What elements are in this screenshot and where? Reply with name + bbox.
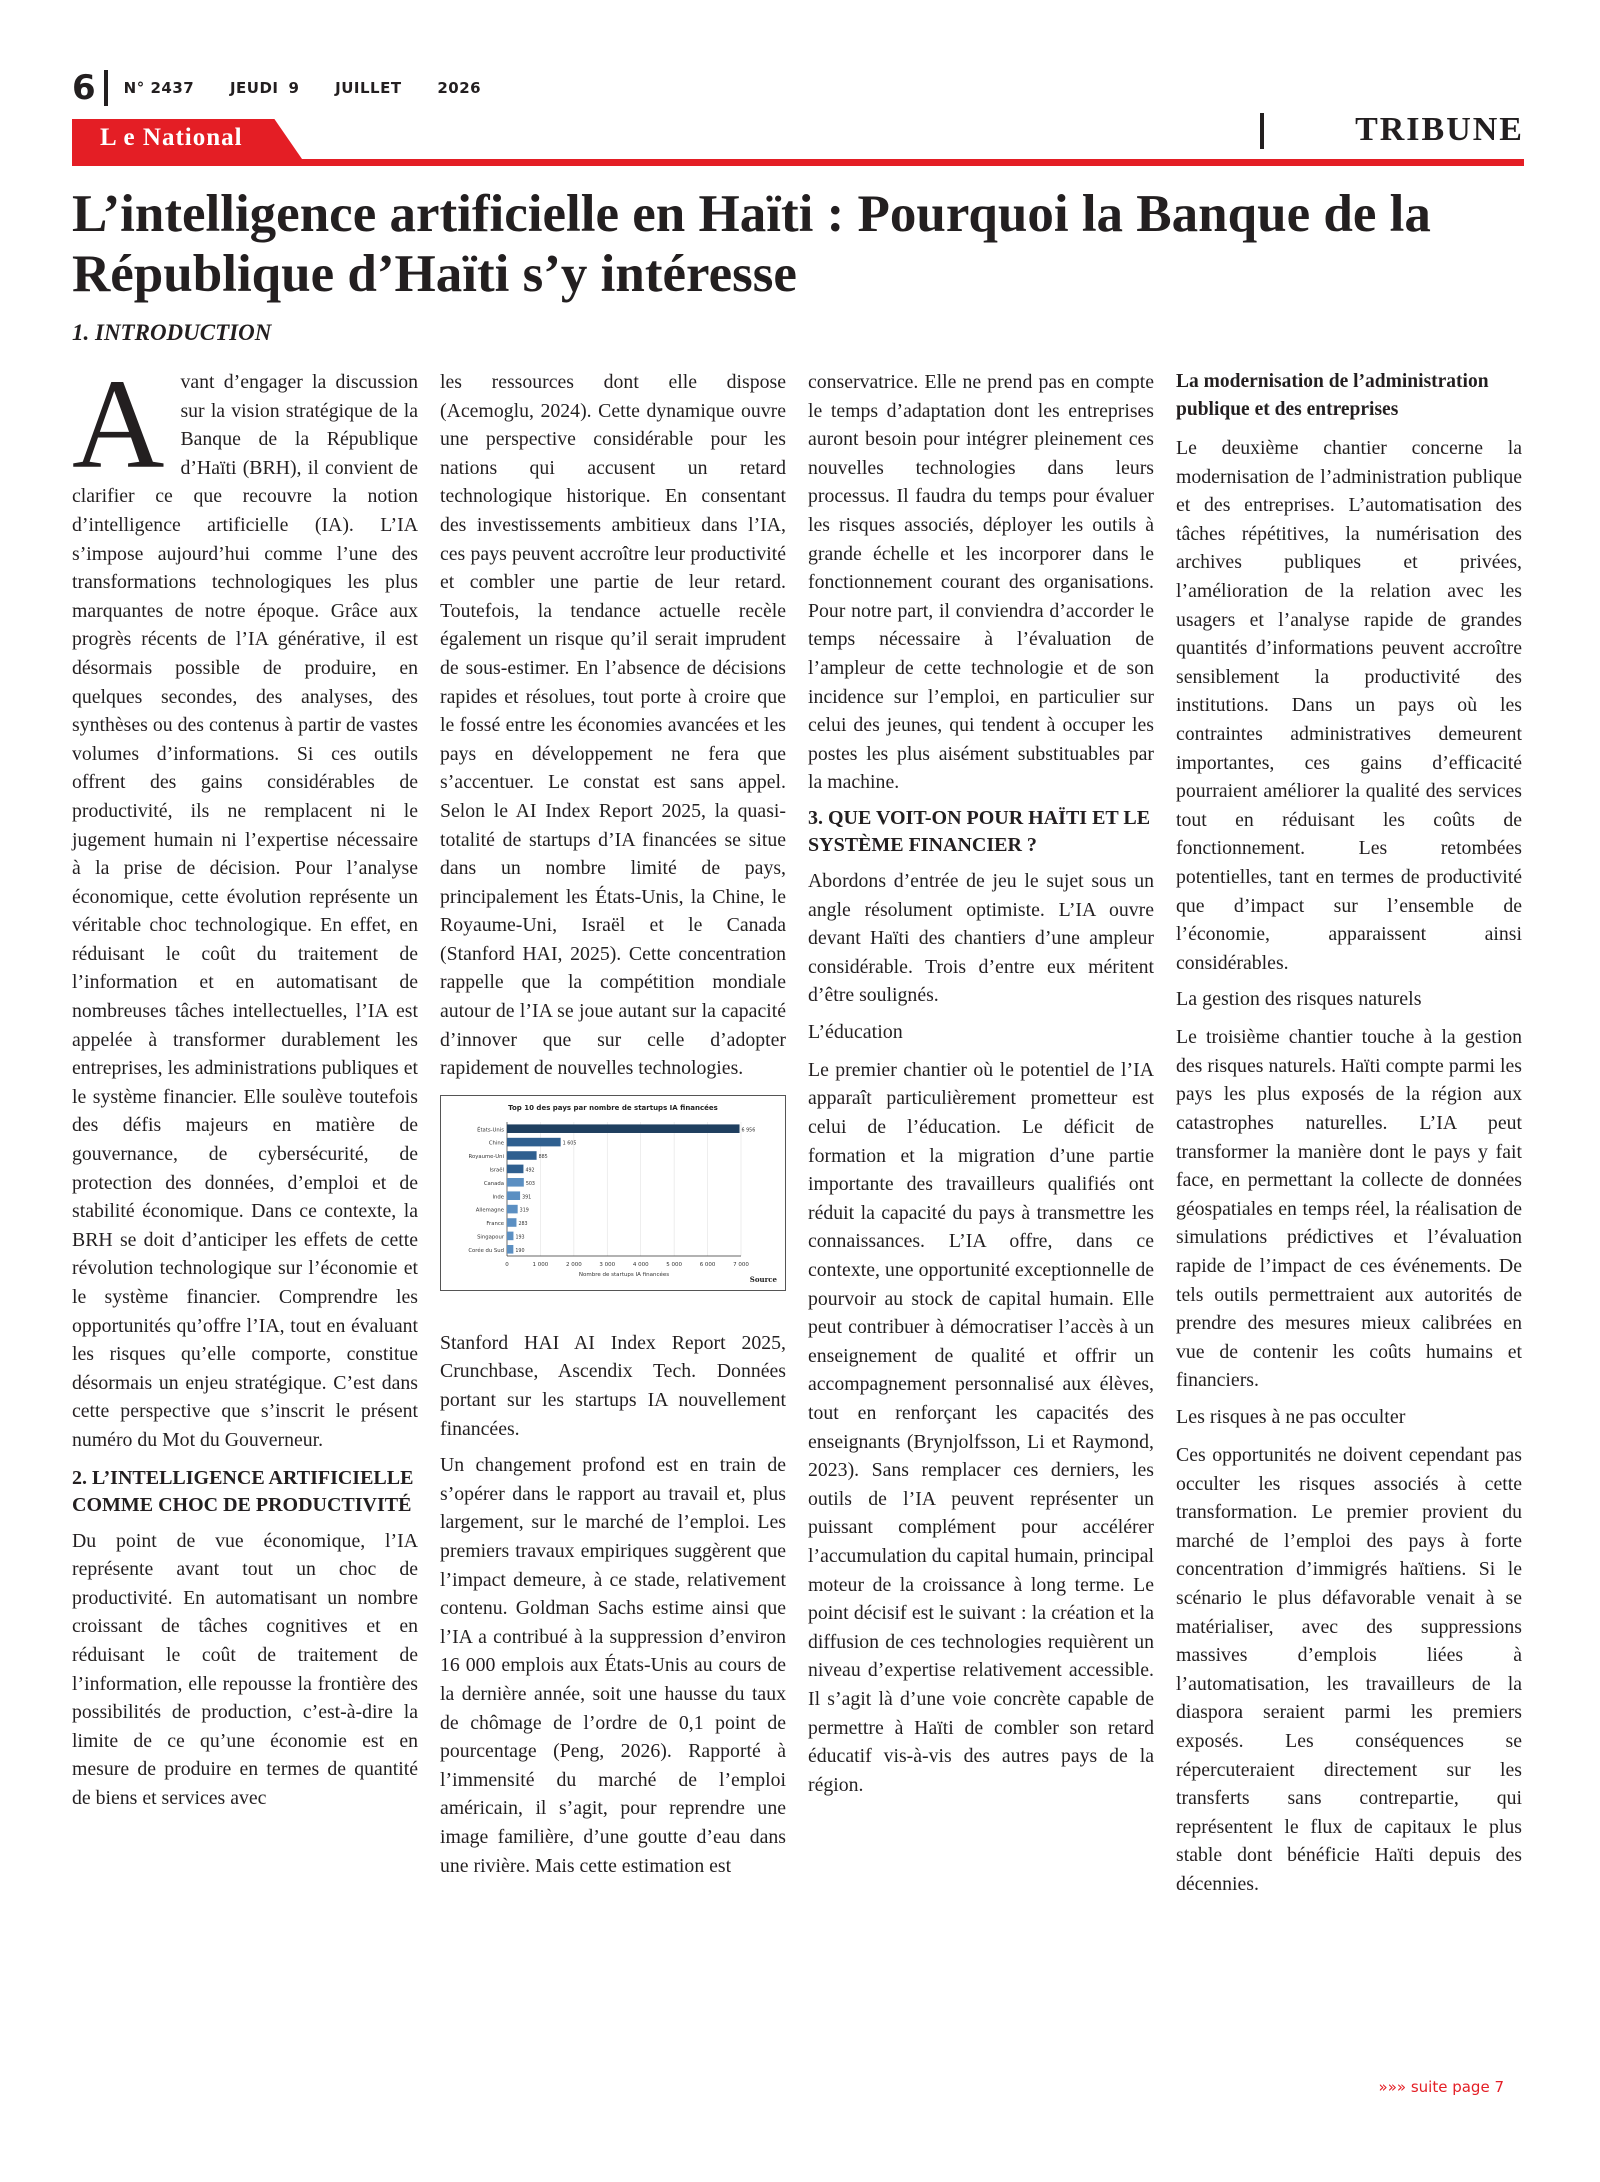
bar-value-label: 6 956 — [741, 1128, 756, 1134]
chart-bar — [507, 1191, 520, 1200]
brand-rule — [72, 159, 1524, 166]
chart-bar — [507, 1245, 513, 1254]
category-label: Canada — [483, 1180, 504, 1187]
x-tick-label: 6 000 — [699, 1261, 716, 1268]
x-tick-label: 4 000 — [632, 1261, 649, 1268]
education-paragraph: Le premier chantier où le potentiel de l’IA apparaît particulièrement prometteur est celui de l’éducation. Le déficit de formation et la migration d’une partie importante des travailleurs qualifiés ont réduit la capacité du pays à transmettre les connaissances. L’IA offre, dans ce contexte, une opportunité exceptionnelle de pourvoir au stock de capital humain. Elle peut contribuer à démocratiser l’accès à un enseignement de qualité et offrir un accompagnement personnalisé aux élèves, tout en renforçant les capacités des enseignants (Brynjolfsson, Li et Raymond, 2023). Sans remplacer ces derniers, les outils de l’IA peuvent représenter un puissant complément pour accélérer l’accumulation du capital humain, principal moteur de la croissance à long terme. Le point décisif est le suivant : la création et la diffusion de ces technologies requièrent un niveau d’expertise relativement accessible. Il s’agit là d’une voie concrète capable de permettre à Haïti de combler son retard éducatif vis-à-vis des autres pays de la région. — [808, 1058, 1154, 1796]
chart-bar — [507, 1164, 523, 1173]
chart-bar — [507, 1178, 524, 1187]
section-label: TRIBUNE — [1355, 111, 1524, 148]
labor-market-paragraph: Un changement profond est en train de s’opérer dans le rapport au travail et, plus largement, sur le marché de l’emploi. Les premiers travaux empiriques suggèrent que l’impact demeure, à ce stade, relativement contenu. Goldman Sachs estime ainsi que l’IA a contribué à la suppression d’environ 16 000 emplois aux États-Unis au cours de la dernière année, soit une hausse du taux de chômage de l’ordre de 0,1 point de pourcentage (Peng, 2026). Rapporté à l’immensité du marché de l’emploi américain, il s’agit, pour reprendre une image familière, d’une goutte d’eau dans une rivière. Mais cette estimation est — [440, 1454, 786, 1877]
column-2 — [440, 368, 786, 1888]
publication-name: L e National — [100, 124, 243, 151]
x-axis-label: Nombre de startups IA financées — [578, 1271, 670, 1278]
section-2-heading: 2. L’INTELLIGENCE ARTIFICIELLE COMME CHOC DE PRODUCTIVITÉ — [72, 1466, 414, 1516]
category-label: Israël — [489, 1167, 504, 1174]
chart-bar — [507, 1124, 740, 1133]
section-divider — [1260, 113, 1264, 149]
bar-value-label: 193 — [515, 1235, 525, 1241]
startups-chart — [440, 1095, 786, 1291]
subheading-natural-risks: La gestion des risques naturels — [1176, 988, 1422, 1011]
chart-source-label: Source — [749, 1274, 777, 1284]
category-label: Corée du Sud — [468, 1247, 504, 1254]
issue-weekday: JEUDI — [229, 79, 279, 97]
article-title: L’intelligence artificielle en Haïti : Pourquoi la Banque de la République d’Haïti s’y intéresse — [72, 185, 1431, 303]
chart-caption: Stanford HAI AI Index Report 2025, Crunchbase, Ascendix Tech. Données portant sur les startups IA nouvellement financées. — [440, 1331, 786, 1440]
category-label: Allemagne — [475, 1207, 504, 1214]
brand-band — [72, 119, 1524, 166]
subheading-risks: Les risques à ne pas occulter — [1176, 1406, 1406, 1428]
category-label: États-Unis — [477, 1127, 504, 1134]
x-tick-label: 1 000 — [532, 1261, 549, 1268]
issue-number: N° 2437 — [123, 79, 195, 97]
issue-month: JUILLET — [335, 79, 402, 97]
category-label: France — [486, 1220, 504, 1227]
bar-value-label: 283 — [518, 1221, 528, 1227]
bar-value-label: 1 605 — [562, 1141, 577, 1147]
bar-value-label: 190 — [515, 1248, 525, 1254]
chart-bar — [507, 1138, 561, 1147]
page-folio — [72, 70, 511, 106]
x-tick-label: 0 — [505, 1261, 509, 1268]
category-label: Inde — [492, 1194, 504, 1201]
x-tick-label: 3 000 — [599, 1261, 616, 1268]
continued-link[interactable]: »»» suite page 7 — [1378, 2078, 1504, 2096]
column-1 — [72, 353, 418, 1821]
adaptation-paragraph: conservatrice. Elle ne prend pas en compte le temps d’adaptation dont les entreprises auront besoin pour intégrer pleinement ces nouvelles technologies dans leurs processus. Il faudra du temps pour évaluer les risques associés, déployer les outils à grande échelle et les incorporer dans le fonctionnement courant des organisations. Pour notre part, il conviendra d’accorder le temps nécessaire à l’évaluation de l’ampleur de cette technologie et de son incidence sur l’emploi, en particulier sur celui des jeunes, qui tendent à occuper les postes les plus aisément substituables par la machine. — [808, 371, 1154, 794]
intro-heading: 1. INTRODUCTION — [72, 320, 272, 345]
x-tick-label: 5 000 — [666, 1261, 683, 1268]
issue-day: 9 — [288, 79, 300, 97]
modernisation-paragraph: Le deuxième chantier concerne la modernisation de l’administration publique et des entreprises. L’automatisation des tâches répétitives, la numérisation des archives publiques et privées, l’amélioration de la relation avec les usagers et l’analyse rapide de grandes quantités d’informations peuvent accroître sensiblement la productivité des institutions. Dans un pays où les contraintes administratives demeurent importantes, ces gains d’efficacité pourraient améliorer la qualité des services tout en réduisant les coûts de fonctionnement. Les retombées potentielles, tant en termes de productivité que d’impact sur l’ensemble de l’économie, apparaissent ainsi considérables. — [1176, 437, 1522, 974]
bar-value-label: 492 — [525, 1168, 535, 1174]
startups-chart-svg — [441, 1096, 785, 1290]
bar-value-label: 503 — [525, 1181, 535, 1187]
chart-bar — [507, 1231, 513, 1240]
x-tick-label: 7 000 — [733, 1261, 749, 1268]
category-label: Singapour — [477, 1234, 504, 1241]
chart-title: Top 10 des pays par nombre de startups IA financées — [508, 1103, 718, 1112]
issue-year: 2026 — [437, 79, 482, 97]
section-3-heading: 3. QUE VOIT-ON POUR HAÏTI ET LE SYSTÈME FINANCIER ? — [808, 806, 1151, 856]
catchup-paragraph: les ressources dont elle dispose (Acemoglu, 2024). Cette dynamique ouvre une perspective considérable pour les nations qui accusent un retard technologique historique. En consentant des investissements ambitieux dans l’IA, ces pays peuvent accroître leur productivité et combler une partie de leur retard. Toutefois, la tendance actuelle recèle également un risque qu’il serait imprudent de sous-estimer. En l’absence de décisions rapides et résolues, tout porte à croire que le fossé entre les économies avancées et les pays en développement ne fera que s’accentuer. Le constat est sans appel. Selon le AI Index Report 2025, la quasi-totalité de startups d’IA financées se situe dans un nombre limité de pays, principalement les États-Unis, la Chine, le Royaume-Uni, Israël et le Canada (Stanford HAI, 2025). Cette concentration rappelle que la compétition mondiale autour de l’IA se joue autant sur la capacité d’innover que sur celle d’adopter rapidement de nouvelles technologies. — [440, 371, 786, 1080]
bar-value-label: 319 — [519, 1208, 529, 1214]
bar-value-label: 391 — [522, 1195, 532, 1201]
chart-bar — [507, 1151, 537, 1160]
column-3 — [808, 368, 1154, 1807]
category-label: Royaume-Uni — [468, 1153, 504, 1160]
risks-paragraph: Ces opportunités ne doivent cependant pas occulter les risques associés à cette transformation. Le premier provient du marché de l’emploi des pays à forte concentration d’immigrés haïtiens. Si le scénario le plus défavorable venait à se matérialiser, avec des suppressions massives d’emplois liées à l’automatisation, les travailleurs de la diaspora seraient parmi les premiers exposés. Les conséquences se répercuteraient directement sur les transferts sans contrepartie, qui représentent le flux de capitaux le plus stable dont bénéficie Haïti depuis des décennies. — [1176, 1444, 1522, 1895]
issue-date-line — [124, 79, 511, 97]
natural-risks-paragraph: Le troisième chantier touche à la gestion des risques naturels. Haïti compte parmi les pays les plus exposés de la région aux catastrophes naturelles. L’IA peut transformer la manière dont le pays y fait face, en permettant la collecte de données géospatiales en temps réel, la réalisation de simulations prédictives et l’évaluation rapide de l’impact de ces événements. De tels outils permettraient aux autorités de prendre des mesures mieux calibrées en vue de contenir les coûts humains et financiers. — [1176, 1026, 1522, 1392]
subheading-education: L’éducation — [808, 1020, 903, 1043]
drop-cap: A — [72, 353, 165, 495]
productivity-paragraph: Du point de vue économique, l’IA représente avant tout un choc de productivité. En automatisant un nombre croissant de tâches cognitives et en réduisant le coût de traitement de l’information, elle repousse la frontière des possibilités de production, c’est-à-dire la limite de ce qu’une économie est en mesure de produire en termes de quantité de biens et services avec — [72, 1529, 418, 1809]
category-label: Chine — [488, 1140, 504, 1147]
chart-bar — [507, 1218, 516, 1227]
x-tick-label: 2 000 — [565, 1261, 582, 1268]
bar-value-label: 885 — [538, 1154, 548, 1160]
page-number: 6 — [72, 68, 96, 108]
intro-text: vant d’engager la discussion sur la vision stratégique de la Banque de la République d’Haïti (BRH), il convient de clarifier ce que recouvre la notion d’intelligence artificielle (IA). L’IA s’impose aujourd’hui comme l’une des transformations technologiques les plus marquantes de notre époque. Grâce aux progrès récents de l’IA générative, il est désormais possible de produire, en quelques secondes, des analyses, des synthèses ou des contenus à partir de vastes volumes d’informations. Si ces outils offrent des gains considérables de productivité, ils ne remplacent ni le jugement humain ni l’expertise nécessaire à la prise de décision. Pour l’analyse économique, cette évolution représente un véritable choc technologique. En effet, en réduisant le coût du traitement de l’information et en automatisant de nombreuses tâches intellectuelles, l’IA est appelée à transformer durablement les entreprises, les administrations publiques et le système financier. Elle soulève toutefois des défis majeurs en matière de gouvernance, de cybersécurité, de protection des données, d’emploi et de stabilité économique. Dans ce contexte, la BRH se doit d’anticiper les effets de cette révolution technologique sur l’économie et le système financier. Comprendre les opportunités qu’offre l’IA, tout en évaluant les risques qu’elle comporte, constitue désormais un enjeu stratégique. C’est dans cette perspective que s’inscrit le présent numéro du Mot du Gouverneur. — [72, 371, 418, 1451]
folio-divider — [104, 70, 108, 106]
intro-paragraph — [72, 353, 418, 1455]
column-4 — [1176, 368, 1522, 1907]
optimism-paragraph: Abordons d’entrée de jeu le sujet sous un angle résolument optimiste. L’IA ouvre devant Haïti des chantiers d’une ampleur considérable. Trois d’entre eux méritent d’être soulignés. — [808, 869, 1154, 1007]
subheading-modernisation: La modernisation de l’administration publique et des entreprises — [1176, 371, 1489, 420]
chart-bar — [507, 1205, 518, 1214]
